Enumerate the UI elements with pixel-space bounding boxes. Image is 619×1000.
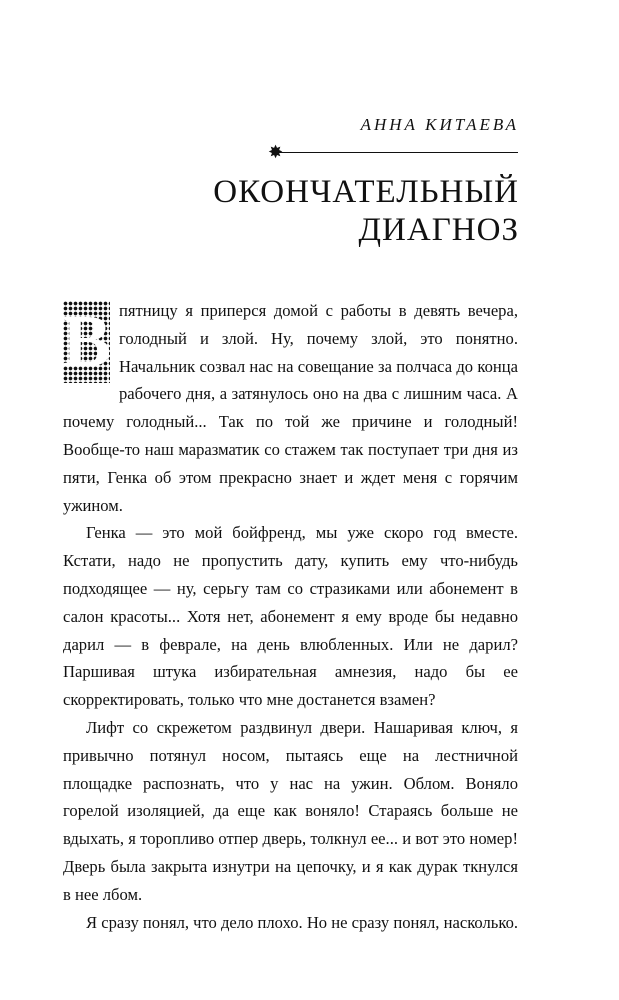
- chapter-title-line-1: ОКОНЧАТЕЛЬНЫЙ: [213, 174, 519, 210]
- header-rule: [276, 152, 518, 153]
- chapter-title-line-2: ДИАГНОЗ: [358, 212, 519, 248]
- paragraph-4: Я сразу понял, что дело плохо. Но не сразу понял, насколько.: [86, 912, 519, 932]
- chapter-title: [99, 173, 519, 249]
- paragraph-3: Лифт со скрежетом раздвинул двери. Нашаривая ключ, я привычно потянул носом, пытаясь еще на лестничной площадке распознать, что у нас на ужин. Облом. Воняло горелой изоляцией, да еще как воняло! Стараясь больше не вдыхать, я торопливо отпер дверь, толкнул ее... и вот это номер! Дверь была закрыта изнутри на цепочку, и я как дурак ткнулся в нее лбом.: [63, 717, 518, 904]
- story-text: [63, 297, 518, 936]
- paragraph-1-text: пятницу я приперся домой с работы в девять вечера, голодный и злой. Ну, почему злой, это понятно. Начальник созвал нас на совещание за полчаса до конца рабочего дня, а затянулось оно на два с лишним часа. А почему голодный... Так по той же причине и голодный! Вообще-то наш маразматик со стажем так поступает три дня из пяти, Генка об этом прекрасно знает и ждет меня с горячим ужином.: [63, 301, 518, 515]
- dropcap-letter: [63, 301, 110, 383]
- dropcap-glyph: В: [61, 301, 112, 383]
- author-name: АННА КИТАЕВА: [360, 115, 519, 134]
- paragraph-1: [63, 297, 518, 519]
- star-ornament-icon: ✸: [268, 142, 284, 162]
- paragraph-2: Генка — это мой бойфренд, мы уже скоро год вместе. Кстати, надо не пропустить дату, купить ему что-нибудь подходящее — ну, серьгу там со стразиками или абонемент в салон красоты... Хотя нет, абонемент я ему вроде бы недавно дарил — в феврале, на день влюбленных. Или не дарил? Паршивая штука избирательная амнезия, надо бы ее скорректировать, только что мне достанется взамен?: [63, 523, 518, 710]
